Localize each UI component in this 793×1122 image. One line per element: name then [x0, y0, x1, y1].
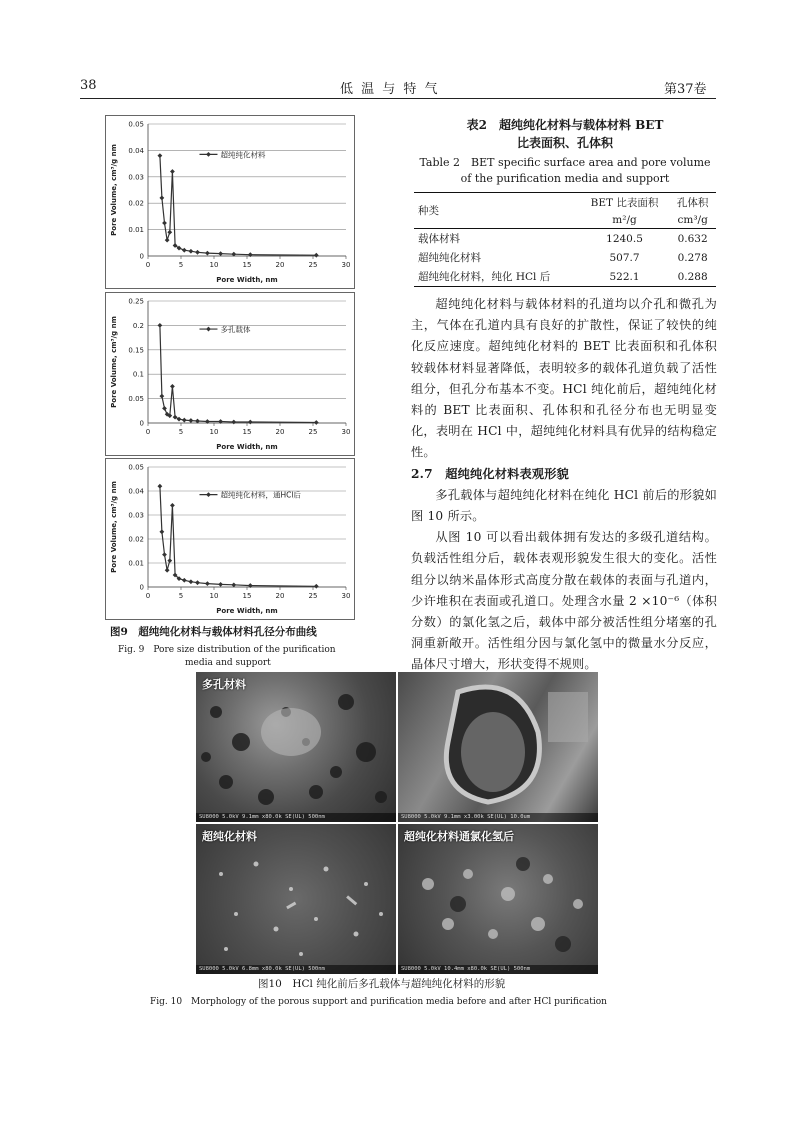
data-point — [159, 394, 164, 399]
x-tick-label: 20 — [275, 261, 285, 269]
data-point — [173, 415, 178, 420]
data-point — [314, 253, 319, 258]
fig10-caption-en: Fig. 10 Morphology of the porous support and purification media before and after HCl purification — [150, 997, 607, 1007]
y-tick-label: 0 — [139, 583, 144, 592]
x-tick-label: 10 — [209, 592, 219, 600]
x-tick-label: 15 — [242, 592, 252, 600]
x-axis-label: Pore Width, nm — [216, 443, 278, 451]
legend-marker — [206, 152, 211, 157]
sem-label-3: 超纯化材料通氯化氢后 — [404, 830, 514, 843]
x-tick-label: 20 — [275, 428, 285, 436]
y-tick-label: 0 — [139, 419, 144, 428]
col-header-type: 种类 — [414, 193, 580, 229]
sem-label-2: 超纯化材料 — [202, 830, 257, 843]
sem-image-porous-support-low-mag — [398, 672, 598, 822]
data-point — [182, 248, 187, 253]
y-tick-label: 0.25 — [128, 297, 144, 306]
data-point — [314, 420, 319, 425]
row-pore: 0.288 — [677, 270, 708, 283]
chart-svg-1 — [106, 293, 354, 455]
x-tick-label: 15 — [242, 261, 252, 269]
data-point — [157, 323, 162, 328]
chart-purification-media — [105, 115, 355, 289]
table-row — [414, 267, 716, 287]
chart-svg-0 — [106, 116, 354, 288]
x-tick-label: 5 — [178, 592, 184, 600]
data-point — [182, 418, 187, 423]
table2-title-cn-2: 比表面积、孔体积 — [516, 136, 613, 150]
x-tick-label: 0 — [145, 428, 151, 436]
chart-svg-2 — [106, 459, 354, 619]
y-tick-label: 0.03 — [128, 511, 144, 520]
header-rule — [80, 98, 716, 99]
y-tick-label: 0.03 — [128, 173, 144, 182]
y-tick-label: 0.01 — [128, 226, 144, 235]
row-pore: 0.278 — [677, 251, 708, 264]
col-header-pore: 孔体积 — [676, 197, 709, 209]
col-header-bet: BET 比表面积 — [590, 197, 659, 209]
series-line — [160, 156, 316, 256]
data-point — [189, 249, 194, 254]
row-name: 超纯纯化材料 — [418, 252, 481, 264]
legend-marker — [206, 492, 211, 497]
page-number: 38 — [80, 78, 97, 93]
data-point — [205, 581, 210, 586]
row-name: 载体材料 — [418, 233, 460, 245]
sem-scalebar-1: SU8000 5.0kV 9.1mm x3.00k SE(UL) 10.0um — [398, 813, 598, 822]
table-row — [414, 229, 716, 249]
sem-label-0: 多孔材料 — [202, 678, 246, 691]
chart-porous-support — [105, 292, 355, 456]
x-tick-label: 5 — [178, 428, 184, 436]
paragraph-1: 超纯纯化材料与载体材料的孔道均以介孔和微孔为主，气体在孔道内具有良好的扩散性，保证了较快的纯化反应速度。超纯纯化材料的 BET 比表面积和孔体积较载体材料显著降低，表明较多的载体孔道负载了活性组分，但孔分布基本不变。HCl 纯化前后，超纯纯化材料的 BET 比表面积、孔体积和孔径分布也无明显变化，表明在 HCl 中，超纯纯化材料具有优异的结构稳定性。 — [411, 297, 717, 460]
fig10-caption-cn: 图10 HCl 纯化前后多孔载体与超纯纯化材料的形貌 — [258, 978, 506, 990]
y-tick-label: 0 — [139, 252, 144, 261]
y-tick-label: 0.05 — [128, 463, 144, 472]
table-row — [414, 248, 716, 267]
x-tick-label: 30 — [341, 592, 351, 600]
legend-label: 超纯纯化材料，通HCl后 — [220, 490, 301, 500]
sem-scalebar-3: SU8000 5.0kV 10.4mm x80.0k SE(UL) 500nm — [398, 965, 598, 974]
row-name: 超纯纯化材料，纯化 HCl 后 — [418, 271, 551, 283]
y-tick-label: 0.01 — [128, 559, 144, 568]
col-unit-pore: cm³/g — [669, 212, 716, 229]
data-point — [189, 579, 194, 584]
chart-purification-media-after-hcl — [105, 458, 355, 620]
fig9-caption-en-2: media and support — [185, 658, 271, 668]
data-point — [167, 558, 172, 563]
x-axis-label: Pore Width, nm — [216, 276, 278, 284]
data-point — [167, 230, 172, 235]
table2-title-en-1: Table 2 BET specific surface area and pore volume — [419, 156, 711, 169]
data-point — [162, 552, 167, 557]
fig9-caption-en-1: Fig. 9 Pore size distribution of the purification — [118, 645, 336, 655]
data-point — [248, 420, 253, 425]
data-point — [205, 251, 210, 256]
sem-scalebar-2: SU8000 5.0kV 6.8mm x80.0k SE(UL) 500nm — [196, 965, 396, 974]
x-tick-label: 5 — [178, 261, 184, 269]
y-tick-label: 0.05 — [128, 395, 144, 404]
data-point — [159, 529, 164, 534]
data-point — [165, 568, 170, 573]
row-pore: 0.632 — [677, 232, 708, 245]
data-point — [314, 584, 319, 589]
data-point — [170, 503, 175, 508]
data-point — [157, 153, 162, 158]
sem-image-purification-media-after-hcl — [398, 824, 598, 974]
data-point — [218, 582, 223, 587]
series-line — [160, 486, 316, 586]
journal-title: 低 温 与 特 气 — [340, 82, 440, 97]
y-tick-label: 0.04 — [128, 487, 144, 496]
bet-table — [414, 192, 716, 287]
x-tick-label: 30 — [341, 428, 351, 436]
x-tick-label: 0 — [145, 261, 151, 269]
data-point — [195, 250, 200, 255]
data-point — [218, 251, 223, 256]
y-tick-label: 0.02 — [128, 535, 144, 544]
x-tick-label: 10 — [209, 428, 219, 436]
row-bet: 1240.5 — [606, 232, 643, 245]
body-text — [411, 294, 717, 676]
data-point — [165, 238, 170, 243]
data-point — [189, 418, 194, 423]
row-bet: 507.7 — [609, 251, 640, 264]
fig9-caption-cn: 图9 超纯纯化材料与载体材料孔径分布曲线 — [110, 626, 317, 638]
legend-marker — [206, 327, 211, 332]
y-axis-label: Pore Volume, cm³/g nm — [110, 316, 118, 408]
data-point — [170, 384, 175, 389]
sem-scalebar-0: SU8000 5.0kV 9.1mm x80.0k SE(UL) 500nm — [196, 813, 396, 822]
y-tick-label: 0.04 — [128, 146, 144, 155]
data-point — [182, 578, 187, 583]
section-heading-2-7: 2.7 超纯纯化材料表观形貌 — [411, 466, 570, 481]
sem-texture-3 — [398, 824, 598, 974]
col-unit-bet: m²/g — [580, 212, 670, 229]
row-bet: 522.1 — [609, 270, 640, 283]
data-point — [162, 406, 167, 411]
sem-texture-1 — [398, 672, 598, 822]
legend-label: 多孔载体 — [220, 325, 251, 335]
y-tick-label: 0.1 — [132, 370, 144, 379]
data-point — [162, 221, 167, 226]
y-axis-label: Pore Volume, cm³/g nm — [110, 481, 118, 573]
table2-title-cn-1: 表2 超纯纯化材料与载体材料 BET — [466, 118, 664, 132]
x-tick-label: 25 — [308, 592, 318, 600]
legend-label: 超纯纯化材料 — [220, 150, 266, 160]
data-point — [177, 417, 182, 422]
data-point — [157, 484, 162, 489]
y-tick-label: 0.05 — [128, 120, 144, 129]
data-point — [159, 196, 164, 201]
data-point — [231, 582, 236, 587]
x-tick-label: 30 — [341, 261, 351, 269]
paragraph-3: 从图 10 可以看出载体拥有发达的多级孔道结构。负载活性组分后，载体表观形貌发生很大的变化。活性组分以纳米晶体形式高度分散在载体的表面与孔道内，少许堆积在表面或孔道口。处理含水量 2 ×10⁻⁶（体积分数）的氯化氢之后，载体中部分被活性组分堵塞的孔洞重新敞开。活性组分因与氯化氢中的微量水分反应，晶体尺寸增大，形状变得不规则。 — [411, 530, 717, 672]
sem-image-purification-media — [196, 824, 396, 974]
sem-texture-2 — [196, 824, 396, 974]
y-axis-label: Pore Volume, cm³/g nm — [110, 144, 118, 236]
x-tick-label: 25 — [308, 261, 318, 269]
x-axis-label: Pore Width, nm — [216, 607, 278, 615]
x-tick-label: 15 — [242, 428, 252, 436]
x-tick-label: 20 — [275, 592, 285, 600]
y-tick-label: 0.2 — [132, 321, 144, 330]
paragraph-2: 多孔载体与超纯纯化材料在纯化 HCl 前后的形貌如图 10 所示。 — [411, 487, 717, 524]
data-point — [231, 420, 236, 425]
y-tick-label: 0.02 — [128, 199, 144, 208]
volume-label: 第37卷 — [664, 82, 707, 97]
x-tick-label: 10 — [209, 261, 219, 269]
data-point — [170, 169, 175, 174]
sem-texture-0 — [196, 672, 396, 822]
x-tick-label: 25 — [308, 428, 318, 436]
y-tick-label: 0.15 — [128, 346, 144, 355]
data-point — [195, 580, 200, 585]
table2-title-en-2: of the purification media and support — [460, 172, 670, 185]
x-tick-label: 0 — [145, 592, 151, 600]
sem-image-porous-support — [196, 672, 396, 822]
